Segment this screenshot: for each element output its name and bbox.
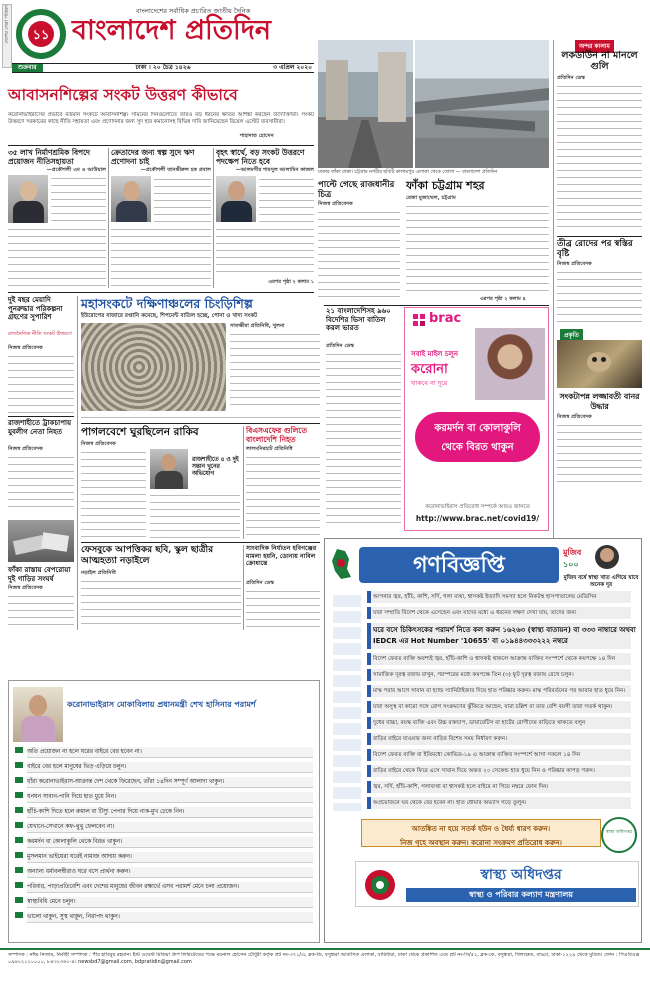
lead-jump: এরপর পৃষ্ঠা ২ কলাম ১ bbox=[268, 279, 314, 285]
pm-photo bbox=[13, 687, 63, 742]
mujib-slogan: মুজিব বর্ষে স্বাস্থ্য খাত এগিয়ে যাবে অনেক দূর bbox=[563, 575, 639, 588]
notice-item-7: যারা অসুস্থ বা কারো সঙ্গে রোগ সংক্রমণের ঝুঁকিতে আছেন, যারা চল্লিশ বা তার বেশি বয়সী তারা সতর্ক থাকুন। bbox=[373, 704, 613, 710]
street-photo-caption: ঢাকার ফাঁকা রাস্তা। চট্টগ্রাম নগরীর ছবিটি কালামপুর এলাকা থেকে তোলা — বাংলাদেশ প্রতিদিন bbox=[318, 170, 498, 175]
left-story-1-byline: নিজস্ব প্রতিবেদক bbox=[8, 345, 43, 351]
pm-item-5: হাঁচি-কাশি দিতে হলে রুমাল বা টিস্যু পেপার দিয়ে নাক-মুখ ঢেকে নিন। bbox=[27, 807, 313, 818]
brac-artwork bbox=[475, 328, 545, 400]
col1-portrait bbox=[8, 175, 48, 223]
pm-item-12: ভালো থাকুন, সুস্থ থাকুন, নিরাপদ থাকুন। bbox=[27, 912, 313, 923]
notice-banner-1: আতঙ্কিত না হয়ে সতর্ক হউন ও ধৈর্য্য ধারণ করুন। bbox=[411, 825, 551, 833]
brac-foot: করোনাভাইরাস প্রতিরোধ সম্পর্কে আরও জানতে bbox=[425, 504, 530, 510]
notice-item-8: দুধের বাচ্চা, বয়স্ক ব্যক্তি এবং উচ্চ রক্তচাপ, ডায়াবেটিস বা হার্টের রোগীদের বাড়িতে থাকতে বলুন bbox=[373, 720, 586, 726]
tagline: বাংলাদেশের সর্বাধিক প্রচারিত জাতীয় দৈনিক bbox=[135, 7, 251, 15]
lead-col-3 bbox=[216, 148, 314, 288]
notice-item-9: বাড়ির বাইরে যাওয়ার জন্য বাড়ির বিশেষ সময় নির্ধারণ করুন। bbox=[373, 736, 508, 742]
story-journalist-byline: প্রতিদিন ডেস্ক bbox=[246, 580, 275, 586]
bd-map-icon bbox=[329, 547, 353, 581]
pm-item-11: স্বাস্থ্যবিধি মেনে চলুন। bbox=[27, 897, 313, 908]
left-story-3-title: ফাঁকা রাস্তায় বেপরোয়া দুই গাড়ির সংঘর্ষ bbox=[8, 565, 71, 583]
brac-pill bbox=[415, 412, 540, 462]
logo-emblem-icon bbox=[14, 8, 68, 60]
pm-item-10: পরিবার, পাড়াপ্রতিবেশি এবং দেশের মানুষের জীবন রক্ষার্থে এসব পরামর্শ মেনে চলা প্রয়োজন। bbox=[27, 882, 313, 893]
pm-advice bbox=[8, 680, 320, 943]
bd-map bbox=[329, 547, 353, 581]
mujib-badge bbox=[563, 543, 623, 575]
prokriti-label: প্রকৃতি bbox=[560, 329, 583, 342]
story-rajshahi-title: রাজশাহীতে ৪ ও দুই সন্তান খুনের অভিযোগ bbox=[192, 457, 239, 477]
dhaka-byline: নিজস্ব প্রতিবেদক bbox=[318, 201, 353, 207]
right-byline-3: নিজস্ব প্রতিবেদক bbox=[557, 414, 592, 420]
notice-item-13: অপ্রয়োজনে ঘর থেকে বের হবেন না। হাত ধোয়ার অভ্যাস গড়ে তুলুন। bbox=[373, 800, 527, 806]
notice-banner-2: নিজ গৃহে অবস্থান করুন। করোনা সংক্রমণ প্রতিরোধ করুন। bbox=[400, 839, 562, 847]
story-bsf-byline: লালমনিরহাট প্রতিনিধি bbox=[246, 446, 293, 452]
col2-byline: —প্রকৌশলী তানভীরুল হক প্রবাল bbox=[140, 167, 211, 173]
notice-item-11: বাড়ির বাইরে থেকে ফিরে এসে সাবান দিয়ে অন্তত ২০ সেকেন্ড হাত ধুয়ে নিন ও পরিষ্কার কাপড় পরুন। bbox=[373, 768, 595, 774]
notice-title bbox=[359, 547, 559, 583]
pm-item-6: যেখানে-সেখানে কফ-থুথু ফেলবেন না। bbox=[27, 822, 313, 833]
brac-logo-icon bbox=[411, 312, 427, 328]
story-facebook-byline: নড়াইল প্রতিনিধি bbox=[81, 570, 116, 576]
dhaka-title: পাল্টে গেছে রাজধানীর চিত্র bbox=[318, 180, 395, 200]
pm-item-8: মুসলমান ভাইয়েরা ঘরেই নামাজ আদায় করুন। bbox=[27, 852, 313, 863]
notice-item-1: আপনার জ্বর, হাঁচি, কাশি, সর্দি, গলা ব্যথা, শ্বাসকষ্ট ইত্যাদি সমস্যা হলে নিকটস্থ হাসপাতালের মেডিসিন bbox=[373, 594, 597, 600]
right-byline-1: প্রতিদিন ডেস্ক bbox=[557, 75, 586, 81]
ctg-jump: এরপর পৃষ্ঠা ২ কলাম ৪ bbox=[480, 296, 526, 302]
logo-title: বাংলাদেশ প্রতিদিন bbox=[72, 15, 271, 46]
ministry-top: স্বাস্থ্য অধিদপ্তর bbox=[480, 867, 562, 883]
svg-text:১১: ১১ bbox=[32, 28, 50, 43]
pm-item-3: যাঁরা করোনাভাইরাস-আক্রান্ত দেশ থেকে ফিরেছেন, তাঁরা ১৪দিন সম্পূর্ণ আলাদা থাকুন। bbox=[27, 777, 313, 788]
story-rakib-byline: নিজস্ব প্রতিবেদক bbox=[81, 441, 116, 447]
story-journalist-title: সাংবাদিক নির্যাতন হবিগঞ্জের মামলা হয়নি, ডোনায় নাবিল ক্রোধান্তে bbox=[246, 545, 317, 567]
lead-col-1 bbox=[8, 148, 106, 288]
mujib-years: ১০০ bbox=[563, 560, 579, 569]
lead-col-2 bbox=[111, 148, 211, 288]
health-seal-text: স্বাস্থ্য অধিদপ্তর bbox=[605, 830, 632, 835]
right-title-3: সংকটাপন্ন লজ্জাবতী বানর উদ্ধার bbox=[559, 392, 640, 411]
brac-brand: brac bbox=[429, 311, 462, 326]
street-photo-chattogram bbox=[415, 40, 549, 168]
loris-photo bbox=[557, 340, 642, 388]
date-bar bbox=[12, 63, 314, 73]
col1-byline: —প্রকৌশলী এম এ আউয়াল bbox=[46, 167, 106, 173]
right-byline-2: নিজস্ব প্রতিবেদক bbox=[557, 261, 592, 267]
col3-title: বৃহৎ স্বার্থে, বড় সংকট উত্তরণে পদক্ষেপ নিতে হবে bbox=[216, 148, 305, 166]
story-bsf-title: বিএসএফের গুলিতে বাংলাদেশি নিহত bbox=[246, 426, 307, 444]
ministry-box bbox=[355, 861, 639, 907]
lead-headline: আবাসনশিল্পের সংকট উত্তরণ কীভাবে bbox=[8, 85, 238, 104]
left-story-3-byline: নিজস্ব প্রতিবেদক bbox=[8, 585, 43, 591]
govt-emblem-icon bbox=[364, 869, 396, 901]
brac-pill-2: থেকে বিরত থাকুন bbox=[441, 442, 514, 453]
footer-imprint: সম্পাদক : নঈম নিজাম, নির্বাহী সম্পাদক : পীর হাবিবুর রহমান। ইস্ট ওয়েস্ট মিডিয়া গ্রুপ লিমিটেডের পক্ষে ময়নাল হোসেন চৌধুরী কর্তৃক প্লট নং-৩৭১/এ, ব্লক-ডি, বসুন্ধরা আবাসিক এলাকা, বারিধারা, ঢাকা থেকে প্রকাশিত এবং প্লট নং-সি/৫২, ব্লক-কে, বসুন্ধরা, খিলক্ষেত, বাড্ডা, ঢাকা-১২২৯ থেকে মুদ্রিত। ফোন : পিএবিএক্স ০৯৬১২১২০০০০, ৮৪৩২৩৬১-৪। newsbd7@gmail.com, bdpratidin@gmail.com bbox=[8, 952, 640, 965]
notice-banner bbox=[361, 819, 601, 847]
notice-item-5: সামাজিক দূরত্ব বজায় রাখুন, পরস্পরের মধ্যে কমপক্ষে তিন (৩) ফুট দূরত্ব বজায় রেখে চলুন। bbox=[373, 672, 574, 678]
health-seal bbox=[601, 817, 637, 853]
col2-portrait bbox=[111, 176, 151, 222]
brac-line-2: করোনা bbox=[411, 362, 448, 377]
pm-item-1: অতি প্রয়োজন না হলে ঘরের বাইরে বের হবেন না। bbox=[27, 747, 313, 758]
left-story-2-title: রাজশাহীতে ট্রাকচাপায় যুবলীগ নেতা নিহত bbox=[8, 418, 72, 436]
shrimp-byline: সাতক্ষীরা প্রতিনিধি, খুলনা bbox=[230, 323, 285, 329]
ministry-bottom: স্বাস্থ্য ও পরিবার কল্যাণ মন্ত্রণালয় bbox=[406, 888, 636, 902]
accident-photo bbox=[8, 520, 74, 562]
story-visa-title: ২১ বাংলাদেশিসহ ৯৬০ বিদেশির ভিসা বাতিল করল ভারত bbox=[326, 306, 391, 332]
pm-item-7: করমর্দন বা কোলাকুলি থেকে বিরত থাকুন। bbox=[27, 837, 313, 848]
shrimp-photo bbox=[81, 323, 226, 411]
col2-title: ক্রেতাদের জন্য স্বল্প সুদে ঋণ প্রণোদনা চাই bbox=[111, 148, 195, 166]
col1-title: ৩৫ লাখ নির্মাণশ্রমিক বিপদে প্রয়োজন নীতিসহায়তা bbox=[8, 148, 90, 166]
ctg-title: ফাঁকা চট্টগ্রাম শহর bbox=[406, 179, 485, 192]
notice-ad bbox=[324, 538, 642, 943]
pm-item-4: ঘনঘন সাবান-পানি দিয়ে হাত ধুয়ে নিন। bbox=[27, 792, 313, 803]
mujib-label: মুজিব bbox=[563, 548, 582, 557]
left-story-1-sub: রাজনৈতিক নীতি সংকট উত্তরণে bbox=[8, 331, 72, 337]
brac-line-1: সবাই মাইল চলুন bbox=[411, 350, 459, 358]
pm-item-2: বাইরে বের হলে মানুষের ভিড় এড়িয়ে চলুন। bbox=[27, 762, 313, 773]
notice-item-10: বিদেশ ফেরত ব্যক্তি বা ইতিমধ্যে কোভিড-১৯ এ আক্রান্ত ব্যক্তির সংস্পর্শে আসা সকলে ১৪ দিন bbox=[373, 752, 581, 758]
rakib-photo bbox=[150, 449, 188, 489]
notice-item-12: জ্বর, সর্দি, হাঁচি-কাশি, গলাব্যথা বা শ্বাসকষ্ট হলে বাইরে না গিয়ে নম্বরে ফোন দিন। bbox=[373, 784, 549, 790]
story-facebook-title: ফেসবুকে আপত্তিকর ছবি, স্কুল ছাত্রীর আত্মহত্যা নড়াইলে bbox=[81, 545, 214, 566]
pm-advice-title: করোনাভাইরাস মোকাবিলায় প্রধানমন্ত্রী শেখ হাসিনার পরামর্শ bbox=[67, 699, 256, 709]
story-visa-byline: প্রতিদিন ডেস্ক bbox=[326, 343, 355, 349]
notice-title-text: গণবিজ্ঞপ্তি bbox=[413, 552, 505, 578]
right-label: অন্দর কালাম bbox=[575, 40, 614, 53]
notice-item-4: বিদেশ ফেরত ব্যক্তি অবশ্যই জ্বর, হাঁচি-কাশি ও শ্বাসকষ্ট থাকলে আক্রান্ত ব্যক্তির সংস্পর্শে থেকে কমপক্ষে ১৪ দিন bbox=[373, 656, 616, 662]
brac-line-3: থাকবে না দূরে bbox=[411, 379, 448, 387]
street-photo-dhaka bbox=[318, 40, 413, 168]
lead-intro: করোনাভাইরাসের প্রভাবে বর্তমান সংকটে আবাসনশিল্প। সামনের দিনগুলোতে তারও বড় ধরনের ক্ষতির আশঙ্কা করছেন উদ্যোক্তারা। সংকট উত্তরণে সরকারের কাছে নীতি সহায়তা এবং প্রণোদনার জন্য সুদ হার কমানোসহ বিভিন্ন দাবি জানিয়েছেন রিয়েল এস্টেট ব্যবসায়ীরা। bbox=[8, 112, 314, 125]
col3-byline: —আলমগীর শামসুল আলামিন কাজল bbox=[235, 167, 314, 173]
notice-item-2: যারা সম্প্রতি বিদেশ থেকে এসেছেন এবং যাদের মধ্যে এ ধরনের লক্ষণ দেখা যায়, তাদের জন্য bbox=[373, 610, 577, 616]
left-story-2-byline: নিজস্ব প্রতিবেদক bbox=[8, 446, 43, 452]
ear-left bbox=[2, 4, 12, 68]
brac-logo bbox=[411, 312, 427, 332]
story-rakib-title: পাগলবেশে ঘুরছিলেন রাকিব bbox=[81, 426, 199, 438]
col3-portrait bbox=[216, 176, 256, 222]
date-day: শুক্রবার bbox=[12, 64, 43, 72]
ear-left-text: দেশের সেরা পত্রিকা bbox=[4, 5, 10, 44]
left-story-1-title: দুই বছর মেয়াদি পুনরুদ্ধার পরিকল্পনা গ্রহণের সুপারিশ bbox=[8, 295, 63, 321]
brac-url[interactable]: http://www.brac.net/covid19/ bbox=[415, 514, 540, 523]
lead-reporter: শাহাদাত হোসেন bbox=[240, 133, 274, 139]
shrimp-sub: ইউরোপের বাজারে রপ্তানি কমেছে, শিপমেন্ট বাতিল হচ্ছে, পোনা ও খাদ্য সংকট bbox=[81, 313, 258, 319]
right-title-1: লকডাউন না মানলে গুলি bbox=[561, 50, 638, 72]
notice-item-6: মাস্ক পরার আগে সাবান বা হ্যান্ড স্যানিটাইজার দিয়ে হাত পরিষ্কার করুন। মাস্ক পরিবর্তনের পর আবার হাত ধুয়ে নিন। bbox=[373, 688, 626, 694]
logo-emblem bbox=[14, 8, 68, 60]
pm-item-9: অন্যান্য ধর্মাবলম্বীরাও ঘরে বসে প্রার্থনা করুন। bbox=[27, 867, 313, 878]
brac-pill-1: করমর্দন বা কোলাকুলি bbox=[434, 423, 521, 434]
brac-ad bbox=[404, 307, 549, 531]
date-center: ঢাকা । ২০ চৈত্র ১৪২৬ bbox=[135, 64, 191, 71]
date-right: ৩ এপ্রিল ২০২০ bbox=[273, 64, 312, 71]
shrimp-headline: মহাসংকটে দক্ষিণাঞ্চলের চিংড়িশিল্প bbox=[81, 296, 253, 311]
ctg-byline: রেজা মুজাম্মেল, চট্টগ্রাম bbox=[406, 195, 456, 201]
notice-item-3: ঘরে বসে চিকিৎসকের পরামর্শ নিতে কল করুন ১৬২৬৩ (স্বাস্থ্য বাতায়ন) বা ৩৩৩ নাম্বারে অথবা IEDCR এর Hot Number '10655' বা ০১৯৪৪৩৩৩২২২ নম্বরে bbox=[373, 626, 636, 645]
right-title-2: তীব্র রোদের পর স্বস্তির বৃষ্টি bbox=[557, 239, 633, 259]
